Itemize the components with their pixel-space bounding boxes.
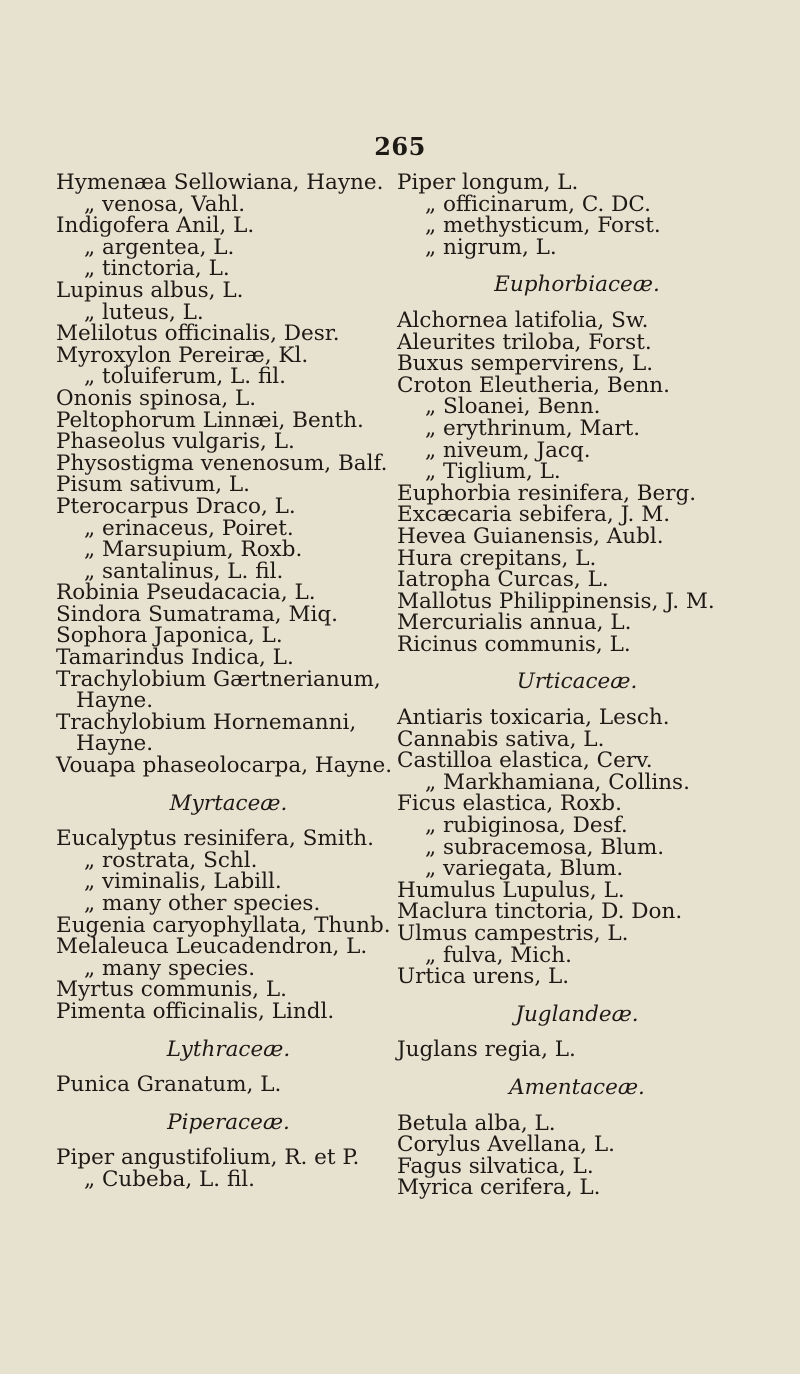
species-entry: „ nigrum, L. (425, 234, 557, 260)
species-entry: Pterocarpus Draco, L. (56, 493, 296, 519)
species-entry: Castilloa elastica, Cerv. (397, 748, 653, 774)
species-entry: „ subracemosa, Blum. (425, 834, 665, 860)
species-entry: Eucalyptus resinifera, Smith. (56, 826, 374, 852)
species-entry: Aleurites triloba, Forst. (397, 329, 652, 355)
family-heading: Piperaceæ. (167, 1109, 290, 1135)
species-entry: Urtica urens, L. (397, 964, 570, 990)
species-entry: Pimenta officinalis, Lindl. (56, 998, 335, 1024)
page-number: 265 (374, 132, 426, 161)
species-entry: „ argentea, L. (84, 234, 235, 260)
species-entry: Ricinus communis, L. (397, 631, 631, 657)
species-entry: „ Markhamiana, Collins. (425, 769, 690, 795)
family-heading: Lythraceæ. (166, 1036, 291, 1062)
species-entry: Antiaris toxicaria, Lesch. (397, 705, 670, 731)
species-entry: Croton Eleutheria, Benn. (397, 372, 670, 398)
species-entry: „ venosa, Vahl. (84, 191, 246, 217)
species-entry: Fagus silvatica, L. (397, 1153, 594, 1179)
species-entry: Myroxylon Pereiræ, Kl. (56, 342, 309, 368)
species-entry: „ variegata, Blum. (425, 856, 624, 882)
species-entry: Eugenia caryophyllata, Thunb. (56, 912, 391, 938)
species-entry: Euphorbia resinifera, Berg. (397, 480, 697, 506)
species-entry: Tamarindus Indica, L. (56, 645, 294, 671)
left-column (56, 172, 401, 1191)
species-entry: Humulus Lupulus, L. (397, 877, 625, 903)
species-entry: Punica Granatum, L. (56, 1072, 282, 1098)
species-entry: Piper angustifolium, R. et P. (56, 1145, 360, 1171)
species-list (397, 707, 757, 988)
species-entry: „ Marsupium, Roxb. (84, 537, 303, 563)
species-entry: Juglans regia, L. (397, 1037, 576, 1063)
family-heading: Juglandeæ. (515, 1001, 639, 1027)
species-entry: „ Sloanei, Benn. (425, 394, 601, 420)
right-column (397, 172, 757, 1199)
species-entry: „ officinarum, C. DC. (425, 191, 651, 217)
species-entry: „ Tiglium, L. (425, 459, 561, 485)
species-entry: Buxus sempervirens, L. (397, 351, 654, 377)
species-entry: „ erythrinum, Mart. (425, 415, 641, 441)
species-entry: Maclura tinctoria, D. Don. (397, 899, 683, 925)
family-heading: Amentaceæ. (509, 1074, 645, 1100)
species-entry: „ methysticum, Forst. (425, 213, 661, 239)
species-list (56, 1147, 401, 1190)
family-heading: Urticaceæ. (516, 669, 638, 695)
species-list (56, 828, 401, 1022)
species-entry: Physostigma venenosum, Balf. (56, 450, 388, 476)
species-entry: Cannabis sativa, L. (397, 726, 605, 752)
species-entry: „ viminalis, Labill. (84, 869, 282, 895)
species-entry: „ luteus, L. (84, 299, 204, 325)
species-entry: Hayne. (76, 731, 154, 757)
species-entry: Sindora Sumatrama, Miq. (56, 601, 338, 627)
species-list (397, 1039, 757, 1061)
species-entry: Pisum sativum, L. (56, 472, 250, 498)
species-entry: „ niveum, Jacq. (425, 437, 591, 463)
species-entry: Myrtus communis, L. (56, 977, 287, 1003)
species-list (397, 307, 757, 657)
species-entry: Myrica cerifera, L. (397, 1175, 601, 1201)
family-heading: Euphorbiaceæ. (494, 272, 660, 298)
species-entry: „ Cubeba, L. fil. (84, 1166, 256, 1192)
family-heading: Myrtaceæ. (169, 790, 288, 816)
species-entry: Vouapa phaseolocarpa, Hayne. (56, 753, 393, 779)
species-entry: Mercurialis annua, L. (397, 610, 632, 636)
species-entry: Melilotus officinalis, Desr. (56, 321, 340, 347)
species-entry: „ rostrata, Schl. (84, 847, 258, 873)
species-entry: Ulmus campestris, L. (397, 921, 629, 946)
species-entry: Lupinus albus, L. (56, 277, 244, 303)
species-entry: Betula alba, L. (397, 1110, 556, 1136)
species-list (397, 1110, 757, 1201)
species-entry: Melaleuca Leucadendron, L. (56, 934, 368, 960)
species-list (56, 1074, 401, 1096)
species-entry: „ tinctoria, L. (84, 256, 230, 282)
species-entry: Hayne. (76, 688, 154, 714)
species-entry: Excæcaria sebifera, J. M. (397, 502, 671, 528)
species-entry: Peltophorum Linnæi, Benth. (56, 407, 364, 433)
species-entry: Piper longum, L. (397, 170, 579, 195)
species-entry: Mallotus Philippinensis, J. M. (397, 588, 715, 614)
species-entry: „ many other species. (84, 891, 321, 916)
species-list (56, 172, 401, 777)
species-entry: „ santalinus, L. fil. (84, 558, 284, 584)
species-entry: „ toluiferum, L. fil. (84, 364, 287, 390)
species-entry: „ fulva, Mich. (425, 942, 572, 968)
species-entry: Trachylobium Gærtnerianum, (56, 666, 381, 692)
species-entry: Alchornea latifolia, Sw. (397, 307, 649, 333)
species-entry: Robinia Pseudacacia, L. (56, 580, 316, 606)
species-entry: „ rubiginosa, Desf. (425, 813, 628, 839)
species-entry: „ erinaceus, Poiret. (84, 515, 294, 541)
species-entry: Ficus elastica, Roxb. (397, 791, 622, 817)
species-entry: Hymenæa Sellowiana, Hayne. (56, 170, 384, 195)
species-entry: Hura crepitans, L. (397, 545, 597, 571)
species-entry: Indigofera Anil, L. (56, 213, 255, 239)
species-entry: Trachylobium Hornemanni, (56, 709, 357, 735)
species-entry: Iatropha Curcas, L. (397, 567, 609, 593)
species-entry: Hevea Guianensis, Aubl. (397, 523, 664, 549)
species-entry: „ many species. (84, 955, 256, 981)
species-entry: Sophora Japonica, L. (56, 623, 283, 649)
species-entry: Phaseolus vulgaris, L. (56, 429, 295, 455)
species-entry: Ononis spinosa, L. (56, 385, 257, 411)
species-list (397, 172, 757, 258)
species-entry: Corylus Avellana, L. (397, 1132, 615, 1158)
